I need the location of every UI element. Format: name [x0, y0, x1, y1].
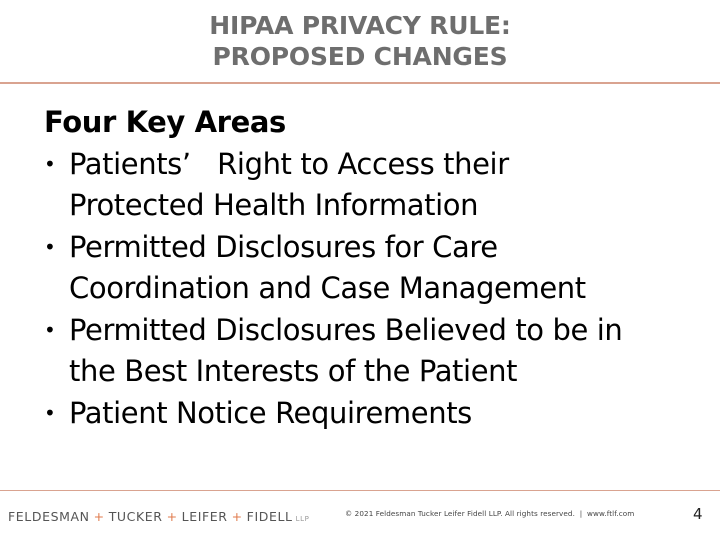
bullet-icon: • [44, 234, 56, 259]
firm-name-part: FIDELL [246, 509, 293, 524]
key-areas-list [44, 144, 704, 435]
plus-icon: + [231, 509, 243, 524]
firm-name-part: LEIFER [181, 509, 228, 524]
firm-name-part: FELDESMAN [8, 509, 90, 524]
list-item-line: Coordination and Case Management [69, 271, 586, 305]
list-item [44, 144, 704, 227]
plus-icon: + [166, 509, 178, 524]
plus-icon: + [93, 509, 105, 524]
copyright-text: © 2021 Feldesman Tucker Leifer Fidell LLP. All rights reserved. | www.ftlf.com [345, 509, 635, 518]
list-item [44, 227, 704, 310]
list-item [44, 310, 704, 393]
slide-title-line-2: PROPOSED CHANGES [212, 42, 508, 71]
slide-title-line-1: HIPAA PRIVACY RULE: [209, 11, 511, 40]
footer-divider [0, 490, 720, 491]
page-number: 4 [693, 505, 703, 523]
firm-logo [8, 509, 309, 524]
list-item-line: Permitted Disclosures Believed to be in [69, 312, 623, 347]
slide-title [0, 10, 720, 72]
list-item-line: Patients’ Right to Access their [69, 146, 509, 181]
title-divider [0, 82, 720, 84]
bullet-icon: • [44, 400, 56, 425]
list-item-line: the Best Interests of the Patient [69, 354, 518, 388]
firm-name-part: TUCKER [108, 509, 163, 524]
list-item-line: Patient Notice Requirements [69, 395, 472, 430]
bullet-icon: • [44, 151, 56, 176]
slide-body [44, 102, 704, 434]
list-item-line: Permitted Disclosures for Care [69, 229, 498, 264]
firm-llp: LLP [295, 515, 310, 523]
list-item-line: Protected Health Information [69, 188, 479, 222]
section-heading: Four Key Areas [44, 105, 286, 139]
list-item [44, 393, 704, 435]
bullet-icon: • [44, 317, 56, 342]
